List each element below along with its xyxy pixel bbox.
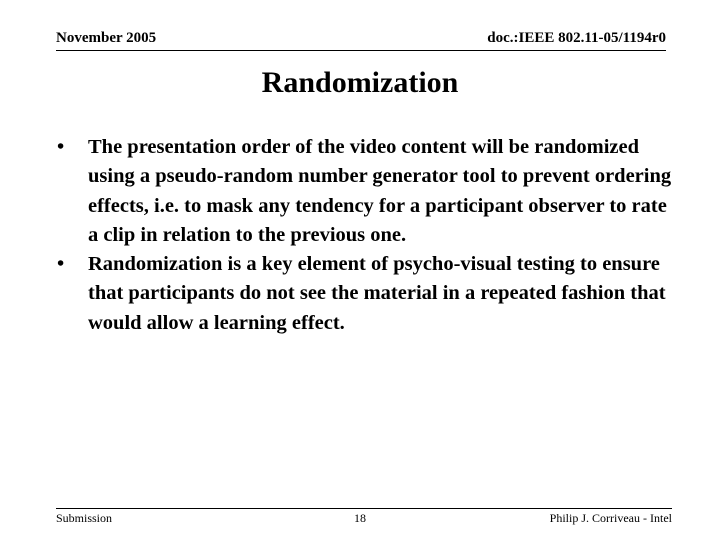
slide-footer	[56, 508, 672, 525]
footer-author: Philip J. Corriveau - Intel	[549, 511, 672, 525]
footer-submission: Submission	[56, 511, 113, 525]
bullet-item	[57, 133, 677, 250]
bullet-icon: •	[57, 136, 65, 158]
slide-body	[57, 133, 677, 338]
bullet-text: The presentation order of the video content will be randomized using a pseudo-random number generator tool to prevent ordering effects, i.e. to mask any tendency for a participant observer to rate a clip in relation to the previous one.	[88, 136, 672, 246]
slide-header	[56, 30, 666, 51]
bullet-text: Randomization is a key element of psycho-visual testing to ensure that participants do not see the material in a repeated fashion that would allow a learning effect.	[88, 253, 666, 334]
footer-page-number: 18	[354, 511, 366, 525]
slide-title: Randomization	[261, 66, 459, 99]
header-doc-id: doc.:IEEE 802.11-05/1194r0	[487, 30, 666, 46]
bullet-icon: •	[57, 253, 65, 276]
bullet-item	[57, 250, 677, 338]
header-date: November 2005	[56, 30, 157, 46]
